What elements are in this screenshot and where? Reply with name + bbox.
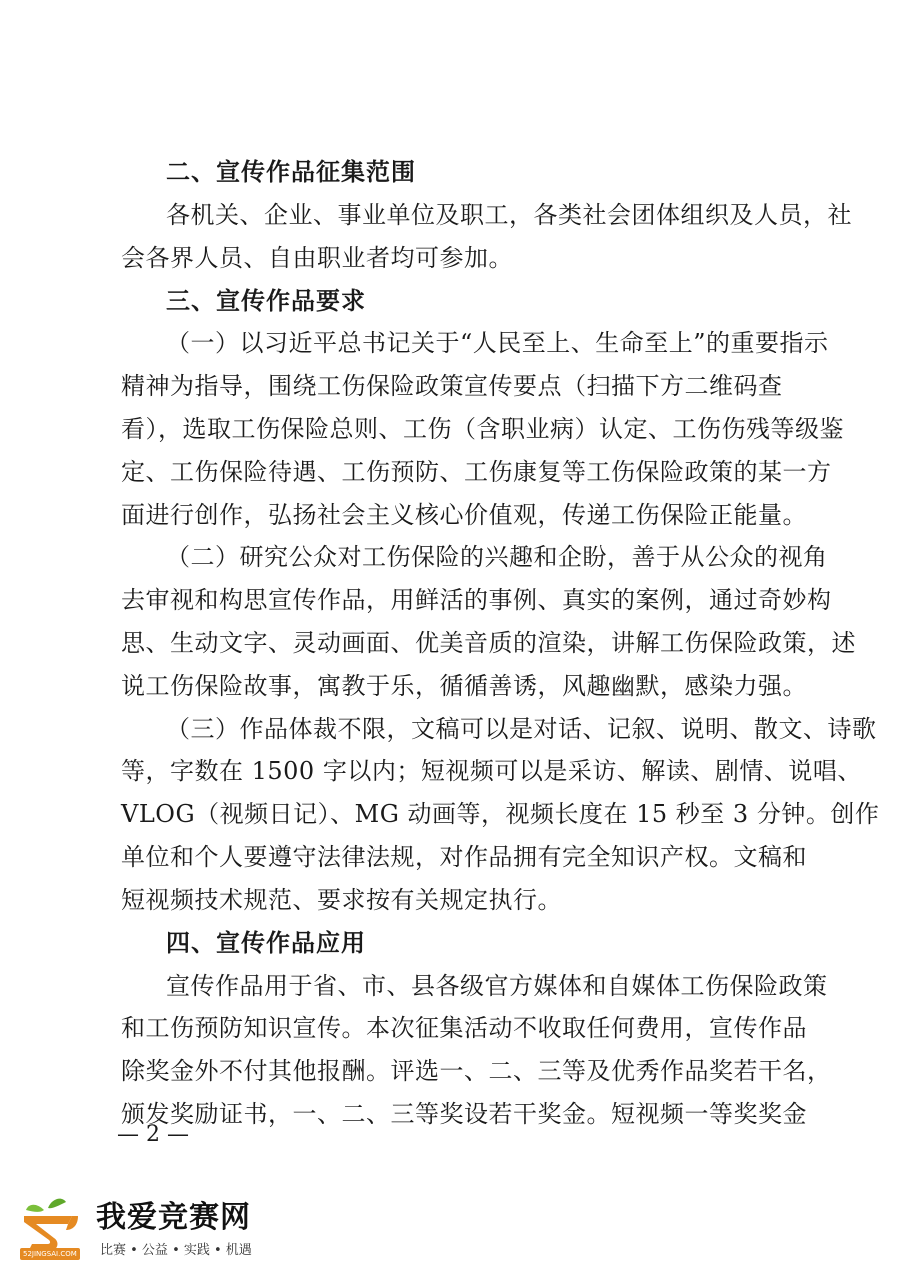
paragraph-line: 精神为指导，围绕工伤保险政策宣传要点（扫描下方二维码查 xyxy=(121,372,783,400)
paragraph-line: 除奖金外不付其他报酬。评选一、二、三等及优秀作品奖若干名， xyxy=(121,1057,832,1085)
logo-title: 我爱竞赛网 xyxy=(96,1200,251,1235)
paragraph-line: 宣传作品用于省、市、县各级官方媒体和自媒体工伤保险政策 xyxy=(166,972,828,1000)
paragraph-line: 颁发奖励证书，一、二、三等奖设若干奖金。短视频一等奖奖金 xyxy=(121,1100,807,1128)
section-heading-scope: 二、宣传作品征集范围 xyxy=(166,158,416,186)
logo-url: 52JINGSAI.COM xyxy=(20,1248,80,1260)
page-number: — 2 — xyxy=(117,1122,189,1147)
logo-tagline: 比赛 • 公益 • 实践 • 机遇 xyxy=(100,1243,252,1258)
paragraph-line: 会各界人员、自由职业者均可参加。 xyxy=(121,244,513,272)
paragraph-line: 定、工伤保险待遇、工伤预防、工伤康复等工伤保险政策的某一方 xyxy=(121,458,832,486)
paragraph-line: （一）以习近平总书记关于“人民至上、生命至上”的重要指示 xyxy=(166,329,829,357)
paragraph-line: （二）研究公众对工伤保险的兴趣和企盼，善于从公众的视角 xyxy=(166,543,828,571)
paragraph-line: 单位和个人要遵守法律法规，对作品拥有完全知识产权。文稿和 xyxy=(121,843,807,871)
paragraph-line: 各机关、企业、事业单位及职工，各类社会团体组织及人员，社 xyxy=(166,201,852,229)
paragraph-line: VLOG（视频日记）、MG 动画等，视频长度在 15 秒至 3 分钟。创作 xyxy=(121,800,880,828)
paragraph-line: 去审视和构思宣传作品，用鲜活的事例、真实的案例，通过奇妙构 xyxy=(121,586,832,614)
watermark-logo xyxy=(14,1196,274,1266)
paragraph-line: （三）作品体裁不限，文稿可以是对话、记叙、说明、散文、诗歌 xyxy=(166,715,877,743)
paragraph-line: 等，字数在 1500 字以内；短视频可以是采访、解读、剧情、说唱、 xyxy=(121,757,862,785)
paragraph-line: 面进行创作，弘扬社会主义核心价值观，传递工伤保险正能量。 xyxy=(121,501,807,529)
section-heading-application: 四、宣传作品应用 xyxy=(166,929,366,957)
paragraph-line: 短视频技术规范、要求按有关规定执行。 xyxy=(121,886,562,914)
section-heading-requirements: 三、宣传作品要求 xyxy=(166,287,366,315)
paragraph-line: 说工伤保险故事，寓教于乐，循循善诱，风趣幽默，感染力强。 xyxy=(121,672,807,700)
paragraph-line: 和工伤预防知识宣传。本次征集活动不收取任何费用，宣传作品 xyxy=(121,1014,807,1042)
paragraph-line: 看），选取工伤保险总则、工伤（含职业病）认定、工伤伤残等级鉴 xyxy=(121,415,844,443)
paragraph-line: 思、生动文字、灵动画面、优美音质的渲染，讲解工伤保险政策，述 xyxy=(121,629,856,657)
